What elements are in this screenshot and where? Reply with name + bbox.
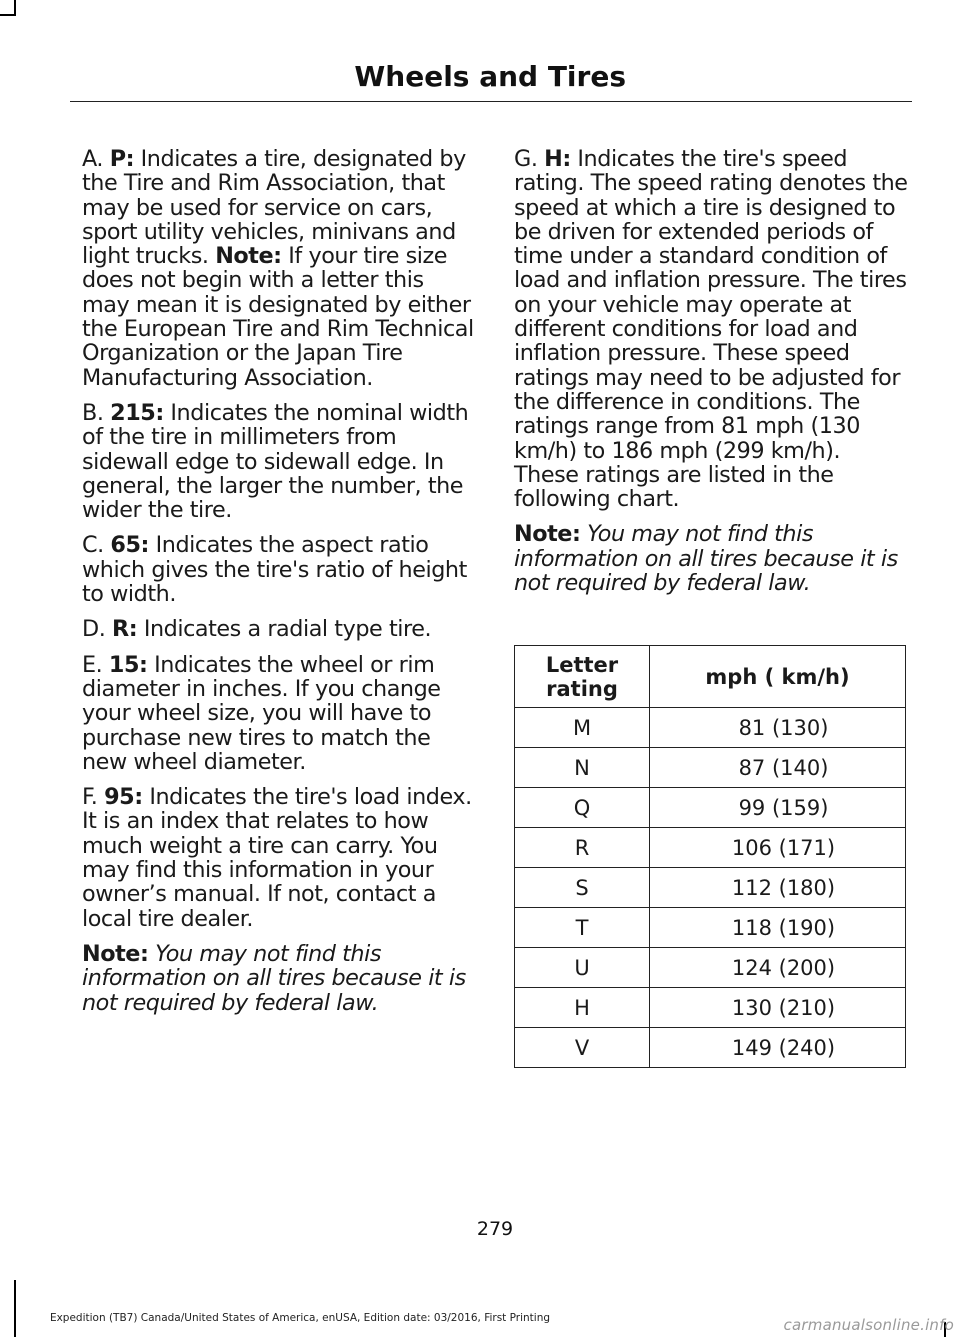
watermark: carmanualsonline.info — [783, 1316, 954, 1334]
item-g — [514, 147, 909, 511]
item-code: 65: — [110, 532, 150, 559]
item-b — [82, 401, 477, 522]
note-text: You may not find this information on all tires because it is not required by federal law. — [82, 940, 466, 1016]
item-code: R: — [112, 616, 138, 643]
note-text: You may not find this information on all tires because it is not required by federal law. — [514, 521, 898, 597]
letter-cell: N — [515, 748, 650, 788]
item-f — [82, 785, 477, 931]
letter-cell: Q — [515, 788, 650, 828]
item-prefix: D. — [82, 616, 112, 643]
speed-cell: 130 (210) — [650, 988, 906, 1028]
header-letter-rating: Letter rating — [515, 646, 650, 708]
right-note — [514, 522, 909, 595]
item-code: P: — [109, 146, 135, 172]
letter-cell: U — [515, 948, 650, 988]
left-note — [82, 942, 477, 1015]
item-prefix: E. — [82, 651, 109, 678]
table-row — [515, 748, 906, 788]
table-row — [515, 788, 906, 828]
letter-cell: S — [515, 868, 650, 908]
table-row — [515, 948, 906, 988]
speed-cell: 87 (140) — [650, 748, 906, 788]
item-d — [82, 617, 477, 641]
table-row — [515, 708, 906, 748]
speed-cell: 106 (171) — [650, 828, 906, 868]
speed-cell: 112 (180) — [650, 868, 906, 908]
item-text: Indicates a radial type tire. — [137, 616, 432, 643]
right-column — [514, 147, 909, 606]
item-text: Indicates the nominal width of the tire in millimeters from sidewall edge to sidewall edge. In general, the larger the number, the wider the tire. — [82, 399, 469, 524]
page-number: 279 — [476, 1218, 514, 1240]
speed-rating-table — [514, 645, 906, 1068]
table-row — [515, 1028, 906, 1068]
item-code: 15: — [108, 651, 148, 678]
item-text: Indicates the aspect ratio which gives the tire's ratio of height to width. — [82, 532, 467, 608]
item-text: Indicates a tire, designated by the Tire and Rim Association, that may be used for service on cars, sport utility vehicles, minivans and light trucks. — [82, 146, 466, 270]
item-prefix: F. — [82, 784, 105, 811]
note-text: If your tire size does not begin with a letter this may mean it is designated by either the European Tire and Rim Technical Organization or the Japan Tire Manufacturing Association. — [82, 243, 474, 391]
item-text: Indicates the tire's load index. It is an index that relates to how much weight a tire can carry. You may find this information in your owner’s manual. If not, contact a local tire dealer. — [82, 784, 472, 932]
edition-footer: Expedition (TB7) Canada/United States of America, enUSA, Edition date: 03/2016, First Printing — [49, 1312, 551, 1324]
speed-cell: 149 (240) — [650, 1028, 906, 1068]
speed-cell: 118 (190) — [650, 908, 906, 948]
item-text: Indicates the tire's speed rating. The speed rating denotes the speed at which a tire is designed to be driven for extended periods of time under a standard condition of load and inflation pressure. The tires on your vehicle may operate at different conditions for load and inflation pressure. These speed ratings may need to be adjusted for the difference in conditions. The ratings range from 81 mph (130 km/h) to 186 mph (299 km/h). These ratings are listed in the following chart. — [514, 146, 908, 513]
letter-cell: H — [515, 988, 650, 1028]
table-row — [515, 868, 906, 908]
speed-cell: 81 (130) — [650, 708, 906, 748]
crop-mark-bottom-left — [14, 1280, 16, 1337]
item-prefix: C. — [82, 532, 111, 559]
item-code: H: — [544, 146, 571, 172]
table-row — [515, 828, 906, 868]
item-code: 95: — [104, 784, 143, 811]
item-code: 215: — [110, 399, 164, 426]
letter-cell: R — [515, 828, 650, 868]
crop-mark-top-left-h — [0, 14, 16, 16]
left-column — [82, 147, 477, 1026]
table-header-row — [515, 646, 906, 708]
item-a — [82, 147, 477, 390]
item-prefix: B. — [82, 399, 111, 426]
header-speed: mph ( km/h) — [650, 646, 906, 708]
table-row — [515, 988, 906, 1028]
table-row — [515, 908, 906, 948]
item-e — [82, 653, 477, 774]
page-title: Wheels and Tires — [354, 60, 626, 93]
speed-cell: 124 (200) — [650, 948, 906, 988]
letter-cell: M — [515, 708, 650, 748]
item-prefix: A. — [82, 146, 110, 172]
page-header — [70, 60, 912, 102]
note-label: Note: — [82, 940, 149, 967]
letter-cell: V — [515, 1028, 650, 1068]
note-label: Note: — [215, 243, 282, 270]
letter-cell: T — [515, 908, 650, 948]
note-label: Note: — [514, 521, 581, 548]
item-c — [82, 533, 477, 606]
item-prefix: G. — [514, 146, 545, 172]
speed-cell: 99 (159) — [650, 788, 906, 828]
item-text: Indicates the wheel or rim diameter in inches. If you change your wheel size, you will have to purchase new tires to match the new wheel diameter. — [82, 651, 441, 775]
